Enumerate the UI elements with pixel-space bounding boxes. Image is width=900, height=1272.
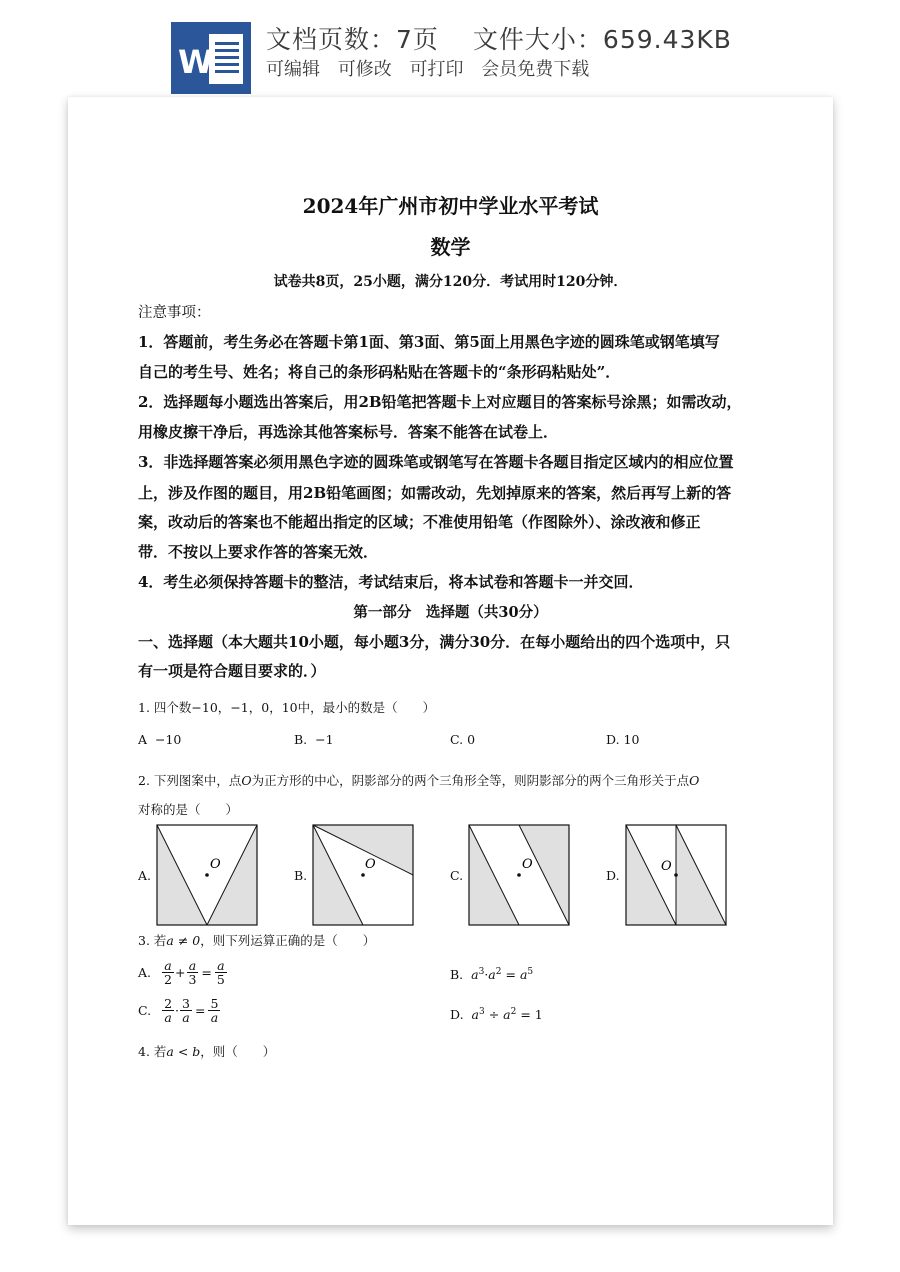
- question-2-stem-line2: 对称的是（ ）: [138, 802, 239, 817]
- q3-option-a: A. $\frac{a}{2}$ + $\frac{a}{3}$ = $\frac{a}{5}$: [138, 958, 225, 988]
- file-size: 文件大小：659.43KB: [472, 25, 732, 54]
- feature-editable: 可编辑: [266, 59, 320, 80]
- q1-option-d: D. 10: [606, 732, 640, 747]
- svg-text:O: O: [365, 857, 376, 872]
- q1-option-c: C. 0: [450, 732, 476, 747]
- q1-option-b: B. −1: [294, 732, 334, 747]
- part-heading: 第一部分 选择题（共30分）: [353, 604, 548, 621]
- question-3-stem: 3. 若a ≠ 0，则下列运算正确的是（ ）: [138, 933, 376, 948]
- svg-text:O: O: [661, 859, 672, 874]
- exam-info: 试卷共8页，25小题，满分120分．考试用时120分钟．: [273, 274, 628, 290]
- q2-figure-a: [156, 824, 258, 926]
- notice-line: 3．非选择题答案必须用黑色字迹的圆珠笔或钢笔写在答题卡各题目指定区域内的相应位置: [138, 453, 734, 471]
- page-count: 文档页数：7页: [266, 25, 439, 54]
- notice-line: 用橡皮擦干净后，再选涂其他答案标号．答案不能答在试卷上．: [138, 423, 559, 441]
- question-4-stem: 4. 若a < b，则（ ）: [138, 1044, 276, 1059]
- question-2-stem: 2. 下列图案中，点O为正方形的中心，阴影部分的两个三角形全等，则阴影部分的两个三角形关于点O: [138, 773, 700, 788]
- notice-line: 1．答题前，考生务必在答题卡第1面、第3面、第5面上用黑色字迹的圆珠笔或钢笔填写: [138, 333, 720, 351]
- q2-option-c-label: C.: [450, 868, 464, 883]
- notice-line: 4．考生必须保持答题卡的整洁，考试结束后，将本试卷和答题卡一并交回．: [138, 573, 644, 591]
- q1-option-a: A −10: [138, 732, 182, 747]
- section-heading: 有一项是符合题目要求的．）: [138, 662, 326, 680]
- notice-line: 带．不按以上要求作答的答案无效．: [138, 543, 379, 561]
- q2-option-a-label: A.: [138, 868, 152, 883]
- feature-modifiable: 可修改: [337, 59, 392, 80]
- notice-line: 2．选择题每小题选出答案后，用2B铅笔把答题卡上对应题目的答案标号涂黑；如需改动，: [138, 393, 742, 411]
- notice-line: 上，涉及作图的题目，用2B铅笔画图；如需改动，先划掉原来的答案，然后再写上新的答: [138, 484, 732, 502]
- feature-member-download: 会员免费下载: [481, 59, 590, 80]
- notice-line: 自己的考生号、姓名；将自己的条形码粘贴在答题卡的“条形码粘贴处”．: [138, 363, 621, 381]
- word-doc-icon: [171, 22, 251, 94]
- exam-subject: 数学: [430, 235, 471, 259]
- exam-title: 2024年广州市初中学业水平考试: [302, 194, 599, 218]
- question-1-stem: 1. 四个数−10，−1，0，10中，最小的数是（ ）: [138, 700, 436, 715]
- q3-option-b: B. $a^3\cdot a^2 = a^5$: [450, 967, 534, 983]
- svg-text:O: O: [522, 857, 533, 872]
- document-page: [68, 97, 833, 1225]
- document-info-banner: [0, 0, 900, 96]
- q2-option-d-label: D.: [606, 868, 620, 883]
- svg-text:O: O: [210, 857, 221, 872]
- notice-heading: 注意事项：: [138, 305, 211, 321]
- section-heading: 一、选择题（本大题共10小题，每小题3分，满分30分．在每小题给出的四个选项中，只: [138, 633, 731, 651]
- svg-text:W: W: [178, 43, 214, 81]
- banner-features: [266, 55, 601, 81]
- q2-figure-c: [468, 824, 570, 926]
- banner-title: [266, 20, 732, 56]
- q3-option-c: C. $\frac{2}{a}$ · $\frac{3}{a}$ = $\frac{5}{a}$: [138, 996, 219, 1026]
- feature-printable: 可打印: [409, 59, 464, 80]
- q3-option-d: D. $a^3 \div a^2 = 1$: [450, 1007, 543, 1023]
- q2-figure-d: [625, 824, 727, 926]
- notice-line: 案，改动后的答案也不能超出指定的区域；不准使用铅笔（作图除外）、涂改液和修正: [138, 513, 701, 531]
- q2-figure-b: [312, 824, 414, 926]
- q2-option-b-label: B.: [294, 868, 308, 883]
